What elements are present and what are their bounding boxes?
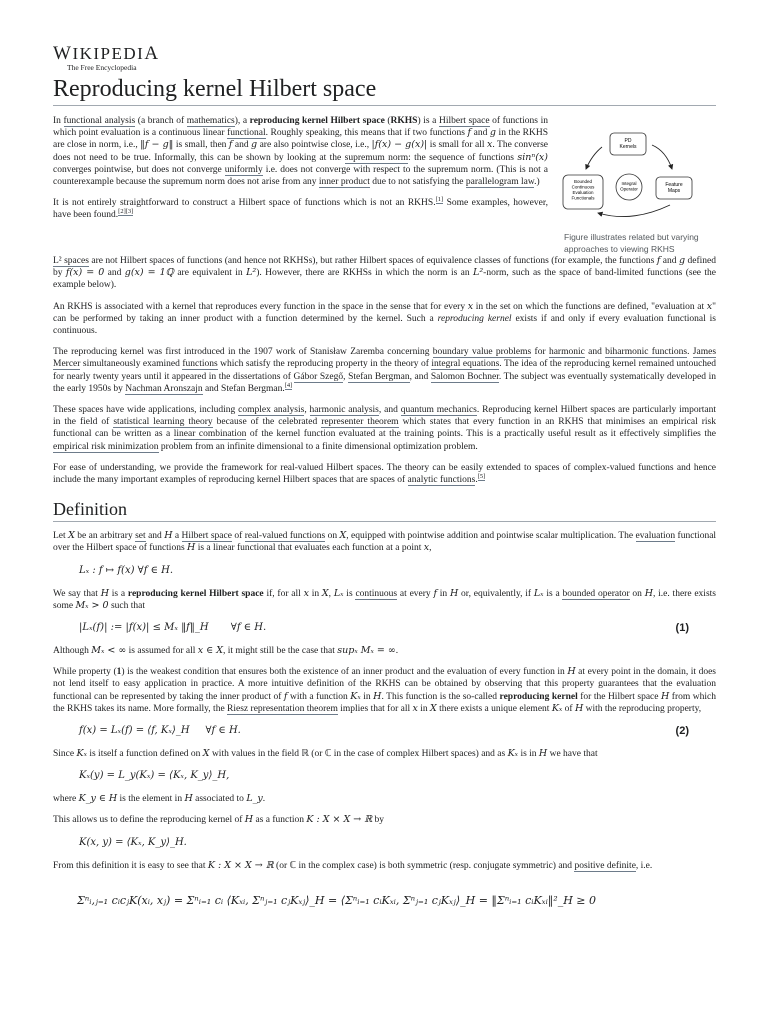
equation-1	[79, 621, 689, 635]
math: g	[489, 127, 496, 139]
text: is in	[518, 749, 539, 760]
text: . Reproducing kernel Hilbert spaces are particularly important in the field of	[53, 405, 717, 428]
paragraph-l2-spaces	[53, 255, 716, 292]
link-complex-analysis[interactable]: complex analysis	[238, 405, 305, 416]
math: x	[706, 300, 713, 312]
intro-text	[53, 115, 548, 255]
text: with values in the field ℝ (or ℂ in the case of complex Hilbert spaces) and as	[209, 749, 508, 760]
text: where	[53, 794, 79, 805]
link-inner-product[interactable]: inner product	[318, 177, 370, 188]
math: f	[433, 587, 437, 599]
math: X	[68, 530, 75, 542]
math: g	[678, 255, 686, 266]
math: H	[373, 690, 382, 702]
text: defined by	[53, 256, 716, 279]
wordmark-mid: IKIPEDI	[72, 44, 145, 63]
link-positive-definite[interactable]: positive definite	[574, 860, 636, 871]
definition-paragraph-6	[53, 793, 716, 805]
math: supₓ Mₓ = ∞	[337, 645, 396, 657]
link-harmonic[interactable]: harmonic	[548, 347, 585, 358]
math: Kₓ	[507, 748, 519, 760]
text: Let	[53, 531, 69, 542]
node-pd-kernels-label: PD Kernels	[619, 138, 637, 150]
math: Kₓ	[551, 702, 563, 714]
text: and	[104, 268, 125, 279]
math: sinⁿ(x)	[517, 151, 548, 163]
math: g(x) = 1ℚ	[124, 267, 174, 279]
math: Lₓ	[533, 587, 544, 599]
equation-1-body: |Lₓ(f)| := |f(x)| ≤ Mₓ ‖f‖_H ∀f ∈ H.	[79, 622, 267, 634]
math: Mₓ < ∞	[91, 645, 127, 657]
math: x	[423, 542, 430, 554]
text: is	[343, 588, 356, 599]
link-linear-combination[interactable]: linear combination	[173, 429, 247, 440]
definition-paragraph-7	[53, 814, 716, 826]
text: . The converse does not need to be true. Informally, this can be shown by looking at the	[53, 140, 548, 163]
equation-2	[79, 724, 689, 738]
link-uniformly[interactable]: uniformly	[224, 164, 263, 175]
text: ), a	[234, 116, 250, 126]
math: f	[283, 690, 288, 702]
text: in the RKHS are close in norm, i.e.,	[53, 128, 549, 151]
text: for the Hilbert space	[577, 691, 661, 702]
text: on	[325, 531, 340, 542]
math: K : X × X → ℝ	[306, 814, 373, 826]
intro-section	[53, 115, 716, 255]
math: x ∈ X	[197, 645, 223, 657]
link-james-mercer[interactable]: James Mercer	[53, 347, 717, 370]
text: at every point in the domain, it does not lend itself to easy application in practice. A more intuitive definition of the RKHS can be obtained by observing that this property guarantees that the evaluation functional can be represented by taking the inner product of	[53, 667, 717, 702]
arrow-kernels-to-features	[652, 145, 672, 169]
equation-1-number: (1)	[675, 622, 689, 635]
math: H	[184, 793, 193, 805]
math: x	[467, 300, 474, 312]
text: there exists a unique element	[436, 703, 552, 714]
text: ) is the weakest condition that ensures both the existence of an inner product and the evaluation of every function in	[121, 667, 568, 678]
math: H	[100, 587, 109, 599]
text: .	[475, 475, 478, 486]
paragraph-applications	[53, 404, 716, 453]
definition-paragraph-3	[53, 645, 716, 657]
text: : the sequence of functions	[408, 152, 518, 163]
text: simultaneously examined	[80, 359, 183, 370]
math: f	[656, 255, 661, 266]
text: by	[372, 815, 385, 826]
math: ‖f − g‖	[140, 139, 174, 151]
math: H	[164, 530, 173, 542]
link-quantum-mechanics[interactable]: quantum mechanics	[400, 405, 477, 416]
text: and	[145, 531, 165, 542]
equation-evaluation-functional: Lₓ : f ↦ f(x) ∀f ∈ H.	[79, 564, 174, 576]
math: f	[467, 127, 472, 139]
text: ,	[328, 588, 334, 599]
math: x	[303, 587, 309, 599]
arrow-features-to-evaluation	[598, 205, 670, 217]
link-l2-spaces[interactable]: L² spaces	[53, 256, 89, 266]
link-hilbert-space[interactable]: Hilbert space	[438, 116, 490, 126]
link-boundary-value-problems[interactable]: boundary value problems	[432, 347, 532, 358]
text: .	[395, 646, 399, 657]
text: (a branch of	[135, 116, 187, 126]
text: Although	[53, 646, 92, 657]
text: of the kernel function evaluated at the training points. This is a practically useful result as it effectively simplifies the	[246, 429, 716, 440]
text: , equipped with pointwise addition and pointwise scalar multiplication. The	[346, 531, 636, 542]
math: X	[339, 530, 347, 542]
math: H	[449, 587, 459, 599]
text: which states that every function in an RKHS that minimises an empirical risk functional can be written as a	[53, 417, 716, 440]
rkhs-diagram	[562, 127, 710, 223]
figure-caption: Figure illustrates related but varying approaches to viewing RKHS	[564, 232, 699, 254]
text: .	[687, 347, 693, 358]
text: associated to	[192, 794, 247, 805]
bold-term: RKHS	[390, 116, 418, 126]
math: |f(x) − g(x)|	[371, 139, 428, 151]
section-heading-definition: Definition	[53, 498, 716, 522]
text: Since	[53, 749, 77, 760]
text: While property (	[53, 667, 117, 678]
text: are equivalent in	[173, 268, 247, 279]
equation-kernel-definition: K(x, y) = ⟨Kₓ, K_y⟩_H.	[79, 836, 187, 848]
page-title: Reproducing kernel Hilbert space	[53, 75, 716, 106]
citation-5[interactable]: [5]	[477, 472, 486, 480]
arrow-kernels-to-evaluation	[586, 147, 602, 169]
math: f(x) = 0	[65, 267, 105, 279]
text: is a	[543, 588, 563, 599]
text: from which the RKHS takes its name. More formally, the	[53, 691, 716, 714]
text: for	[531, 347, 549, 358]
math: H	[538, 748, 548, 760]
text: It is not entirely straightforward to construct a Hilbert space of functions which is not an RKHS.	[53, 198, 436, 209]
text: converges pointwise, but does not converge	[53, 164, 225, 175]
text: with the reproducing property,	[583, 703, 702, 714]
text: with a function	[287, 691, 351, 702]
text: i.e. does not converge with respect to the supremum norm. (This is not a counterexample because the supremum norm does not arise from any	[53, 164, 548, 188]
text: due to not satisfying the	[369, 177, 466, 188]
citation-1[interactable]: [1]	[435, 196, 444, 204]
rkhs-figure	[562, 127, 712, 255]
link-functional[interactable]: functional	[227, 128, 266, 139]
text: , i.e.	[635, 860, 653, 871]
math: H	[567, 666, 576, 678]
text: Some examples, however, have been found.	[53, 198, 549, 221]
link-riesz-representation-theorem[interactable]: Riesz representation theorem	[227, 703, 338, 714]
text: is assumed for all	[126, 646, 198, 657]
math: X	[321, 587, 329, 599]
definition-paragraph-5	[53, 748, 716, 760]
intro-paragraph-1	[53, 115, 548, 188]
text: is small for all	[427, 140, 487, 151]
link-gabor-szego[interactable]: Gábor Szegő	[293, 371, 344, 382]
text: exists if and only if every evaluation functional is continuous.	[53, 313, 717, 337]
italic-term: reproducing kernel	[437, 313, 512, 324]
text: in	[360, 691, 374, 702]
node-integral-label: Integral Operator	[620, 181, 638, 192]
link-evaluation[interactable]: evaluation	[635, 531, 676, 542]
text: of functions in which point evaluation is a continuous linear	[53, 116, 548, 139]
text: if, for all	[263, 588, 304, 599]
math: Mₓ > 0	[75, 599, 109, 611]
paragraph-history	[53, 346, 716, 395]
link-biharmonic-functions[interactable]: biharmonic functions	[605, 347, 688, 358]
text: and Stefan Bergman.	[202, 383, 285, 394]
text: In	[53, 116, 64, 126]
math: L_y	[246, 793, 263, 805]
intro-paragraph-2	[53, 197, 548, 221]
tagline: The Free Encyclopedia	[67, 63, 137, 72]
definition-paragraph-2	[53, 588, 716, 612]
math: X	[430, 702, 437, 714]
link-analytic-functions[interactable]: analytic functions	[407, 475, 476, 486]
text: This allows us to define the reproducing kernel of	[53, 815, 245, 826]
text: as a function	[253, 815, 307, 826]
link-set[interactable]: set	[135, 531, 146, 542]
equation-2-body: f(x) = Lₓ(f) = ⟨f, Kₓ⟩_H ∀f ∈ H.	[79, 725, 241, 737]
math: K_y ∈ H	[78, 793, 118, 805]
bold-term: reproducing kernel Hilbert space	[127, 588, 264, 599]
text: such that	[108, 600, 146, 611]
text: problem from an infinite dimensional to a finite dimensional optimization problem.	[158, 441, 478, 452]
link-nachman-aronszajn[interactable]: Nachman Aronszajn	[125, 383, 203, 394]
node-feature-maps-label: Feature Maps	[665, 182, 683, 194]
text: , it might still be the case that	[223, 646, 338, 657]
text: is the element in	[117, 794, 185, 805]
text: in	[437, 588, 450, 599]
definition-paragraph-4	[53, 666, 716, 715]
link-continuous[interactable]: continuous	[355, 588, 398, 599]
text: are not Hilbert spaces of functions (and hence not RKHSs), but rather Hilbert spaces of equivalence classes of functions (for example, the functions	[88, 256, 657, 266]
equation-2-number: (2)	[675, 725, 689, 738]
equation-positive-definite: Σⁿᵢ,ⱼ₌₁ cᵢcⱼK(xᵢ, xⱼ) = Σⁿᵢ₌₁ cᵢ ⟨Kₓᵢ, Σⁿⱼ₌₁ cⱼKₓⱼ⟩_H = ⟨Σⁿᵢ₌₁ cᵢKₓᵢ, Σⁿⱼ₌₁ cⱼKₓⱼ⟩_H = ‖Σⁿᵢ₌₁ cᵢKₓᵢ‖²_H ≥ 0	[77, 893, 597, 907]
citation-2-3[interactable]: [2][3]	[118, 208, 134, 216]
text: are also pointwise close, i.e.,	[257, 140, 372, 151]
math: g	[251, 139, 258, 151]
math: Kₓ	[76, 748, 87, 760]
paragraph-rkhs-kernel	[53, 301, 716, 338]
definition-paragraph-8	[53, 860, 716, 872]
text: in the set on which the functions are defined, "evaluation at	[473, 301, 707, 312]
text: . Roughly speaking, this means that if two functions	[265, 128, 468, 139]
text: on	[629, 588, 645, 599]
math: H	[644, 587, 653, 599]
definition-paragraph-1	[53, 530, 716, 554]
text: From this definition it is easy to see that	[53, 860, 208, 871]
text: is a linear functional that evaluates each function at a point	[195, 543, 424, 554]
text: , and	[409, 371, 431, 382]
text: a	[172, 531, 182, 542]
math: H	[660, 690, 670, 702]
link-mathematics[interactable]: mathematics	[186, 116, 235, 126]
text: " can be performed by taking an inner product with a function determined by the kernel. Such a	[53, 301, 716, 324]
math: L²	[473, 267, 484, 279]
wordmark-first: W	[53, 43, 73, 64]
math: f	[228, 139, 233, 151]
text: These spaces have wide applications, including	[53, 405, 239, 416]
text: (	[384, 116, 391, 126]
wordmark-last: A	[144, 43, 160, 64]
wikipedia-logo[interactable]	[53, 45, 716, 72]
math: Kₓ	[350, 690, 361, 702]
link-salomon-bochner[interactable]: Salomon Bochner	[430, 371, 499, 382]
text: (or ℂ in the complex case) is both symmetric (resp. conjugate symmetric) and	[273, 860, 575, 871]
math: K : X × X → ℝ	[207, 859, 274, 871]
text: .)	[534, 177, 540, 188]
bold-term: reproducing kernel	[499, 691, 578, 702]
text: , and	[378, 405, 401, 416]
text: ) is a	[417, 116, 439, 126]
text: and	[471, 128, 490, 139]
equation-kernel-evaluation: Kₓ(y) = L_y(Kₓ) = ⟨Kₓ, K_y⟩_H,	[79, 770, 230, 782]
text: we have that	[547, 749, 598, 760]
text: and	[584, 347, 606, 358]
link-stefan-bergman[interactable]: Stefan Bergman	[348, 371, 410, 382]
text: of	[562, 703, 575, 714]
link-hilbert-space[interactable]: Hilbert space	[181, 531, 232, 542]
text: implies that for all	[337, 703, 413, 714]
text: functional over the Hilbert space of functions	[53, 531, 717, 554]
text: in	[308, 588, 322, 599]
text: -norm, such as the space of band-limited functions (see the example below).	[53, 268, 716, 291]
text: and	[232, 140, 252, 151]
math: H	[574, 702, 584, 714]
citation-4[interactable]: [4]	[284, 381, 293, 389]
paragraph-framework	[53, 462, 716, 486]
text: The reproducing kernel was first introduced in the 1907 work of Stanisław Zaremba concerning	[53, 347, 433, 358]
link-harmonic-analysis[interactable]: harmonic analysis	[309, 405, 379, 416]
link-functional-analysis[interactable]: functional analysis	[63, 116, 136, 126]
text: For ease of understanding, we provide the framework for real-valued Hilbert spaces. The theory can be easily extended to spaces of complex-valued functions and hence include the many important examples of reproducing kernel Hilbert spaces that are spaces of	[53, 462, 716, 486]
text: in	[417, 703, 431, 714]
text: . The subject was eventually systematically developed in the early 1950s by	[53, 371, 716, 394]
text: An RKHS is associated with a kernel that reproduces every function in the space in the sense that for every	[53, 301, 468, 312]
link-functions[interactable]: functions	[182, 359, 218, 370]
math: L²	[246, 267, 257, 279]
text: of	[231, 531, 245, 542]
text: is a	[109, 588, 128, 599]
text: ,	[343, 371, 349, 382]
link-supremum-norm[interactable]: supremum norm	[344, 152, 409, 163]
bold-term: 1	[116, 667, 122, 678]
text: which satisfy the reproducing property in the theory of	[217, 359, 432, 370]
text: . This function is the so-called	[381, 691, 500, 702]
text: or, equivalently, if	[458, 588, 534, 599]
bold-term: reproducing kernel Hilbert space	[249, 116, 385, 126]
math: H	[187, 542, 196, 554]
math: Lₓ	[333, 587, 344, 599]
text: is itself a function defined on	[86, 749, 203, 760]
text: We say that	[53, 588, 101, 599]
text: because of the celebrated	[212, 417, 322, 428]
text: ,	[429, 543, 432, 554]
text: at every	[397, 588, 434, 599]
link-bounded-operator[interactable]: bounded operator	[562, 588, 630, 599]
link-parallelogram-law[interactable]: parallelogram law	[465, 177, 535, 188]
math: x	[487, 139, 493, 151]
math: H	[244, 814, 254, 826]
text: ). However, there are RKHSs in which the norm is an	[256, 268, 474, 279]
wordmark	[53, 45, 716, 63]
link-empirical-risk-minimization[interactable]: empirical risk minimization	[53, 441, 159, 452]
link-integral-equations[interactable]: integral equations	[431, 359, 500, 370]
text: .	[262, 794, 266, 805]
node-evaluation-label: Bounded Continuous Evaluation Functionals	[571, 179, 595, 201]
math: X	[202, 748, 210, 760]
link-representer-theorem[interactable]: representer theorem	[321, 417, 399, 428]
text: . The idea of the reproducing kernel remained untouched for nearly twenty years until it appeared in the dissertations of	[53, 359, 716, 382]
text: , i.e. there exists some	[53, 588, 716, 611]
article	[53, 45, 716, 921]
link-real-valued-functions[interactable]: real-valued functions	[244, 531, 326, 542]
text: be an arbitrary	[74, 531, 136, 542]
math: x	[412, 702, 418, 714]
text: ,	[304, 405, 310, 416]
link-statistical-learning-theory[interactable]: statistical learning theory	[113, 417, 213, 428]
text: is small, then	[173, 140, 229, 151]
text: and	[660, 256, 679, 266]
